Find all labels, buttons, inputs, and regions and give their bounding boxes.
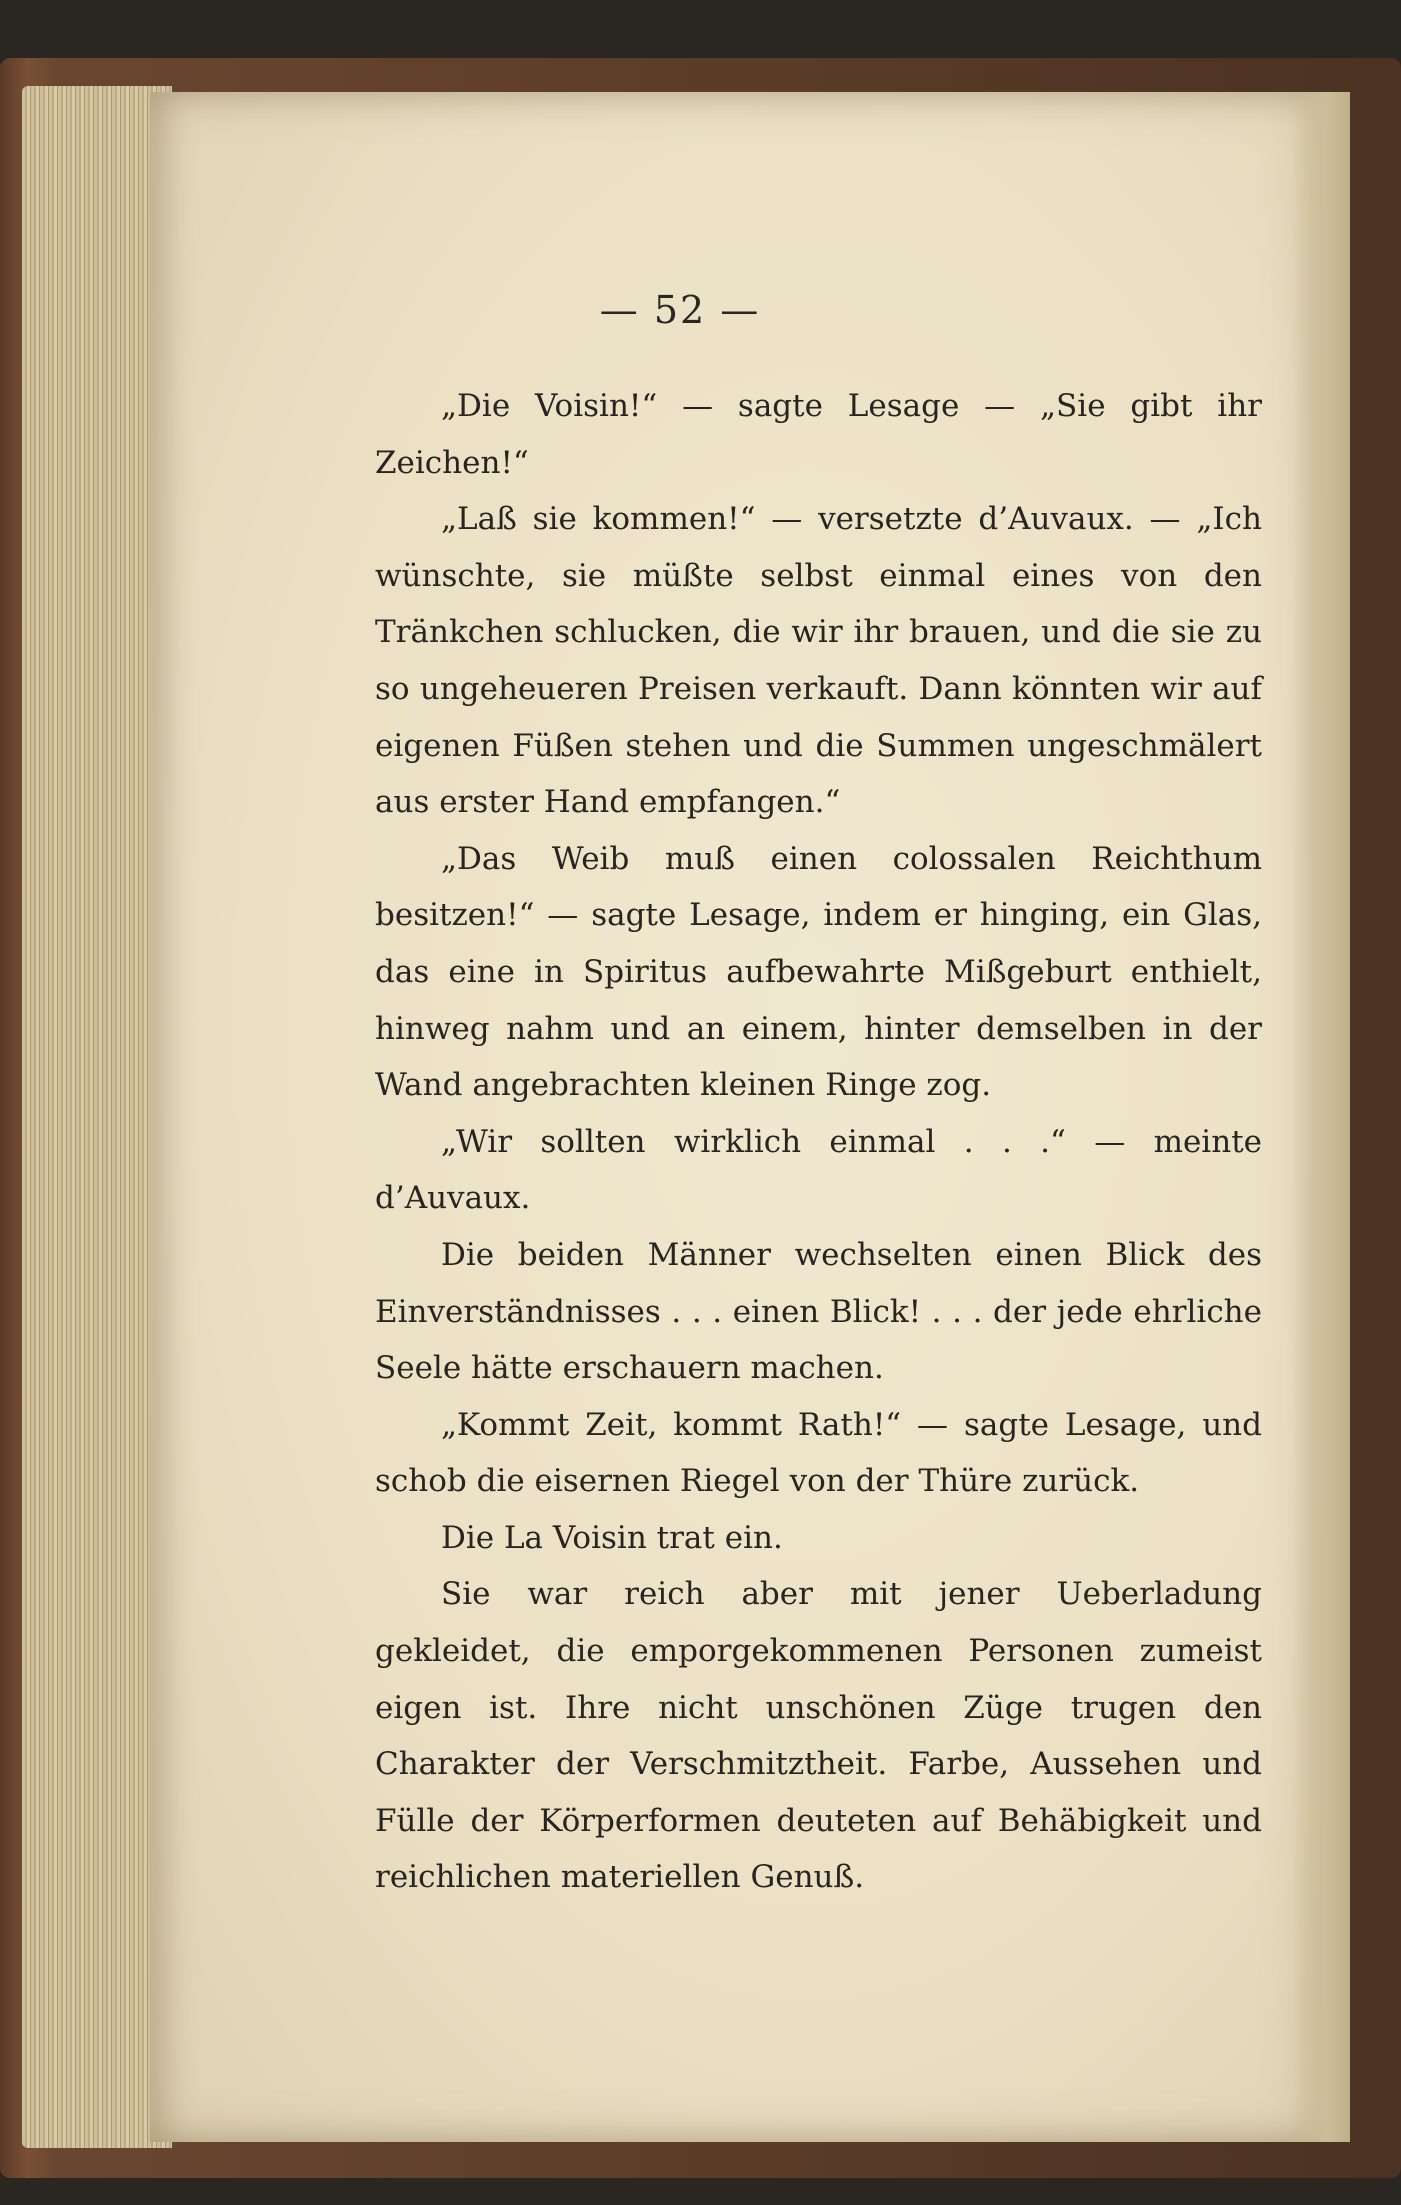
paragraph-4: „Wir sollten wirklich einmal . . .“ — meinte d’Auvaux.	[375, 1123, 1262, 1217]
paragraph-1: „Die Voisin!“ — sagte Lesage — „Sie gibt ihr Zeichen!“	[375, 388, 1262, 481]
page-number: — 52 —	[599, 288, 761, 332]
paragraph-5: Die beiden Männer wechselten einen Blick des Einverständnisses . . . einen Blick! . . . der jede ehrliche Seele hätte erschauern machen.	[375, 1236, 1262, 1387]
paragraph-2: „Laß sie kommen!“ — versetzte d’Auvaux. — „Ich wünschte, sie müßte selbst einmal eines von den Tränkchen schlucken, die wir ihr brauen, und die sie zu so ungeheueren Preisen verkauft. Dann könnten wir auf eigenen Füßen stehen und die Summen ungeschmälert aus erster Hand empfangen.“	[375, 501, 1262, 821]
paragraph-3: „Das Weib muß einen colossalen Reichthum besitzen!“ — sagte Lesage, indem er hinging, ein Glas, das eine in Spiritus aufbewahrte Mißgeburt enthielt, hinweg nahm und an einem, hinter demselben in der Wand angebrachten kleinen Ringe zog.	[375, 840, 1262, 1104]
paragraph-6: „Kommt Zeit, kommt Rath!“ — sagte Lesage, und schob die eisernen Riegel von der Thüre zurück.	[375, 1406, 1262, 1500]
page-gutter-shadow	[1292, 92, 1350, 2142]
body-text	[375, 378, 1262, 1906]
paragraph-8: Sie war reich aber mit jener Ueberladung gekleidet, die emporgekommenen Personen zumeist eigen ist. Ihre nicht unschönen Züge trugen den Charakter der Verschmitztheit. Farbe, Aussehen und Fülle der Körperformen deuteten auf Behäbigkeit und reichlichen materiellen Genuß.	[375, 1576, 1262, 1896]
paragraph-7: Die La Voisin trat ein.	[441, 1519, 783, 1556]
